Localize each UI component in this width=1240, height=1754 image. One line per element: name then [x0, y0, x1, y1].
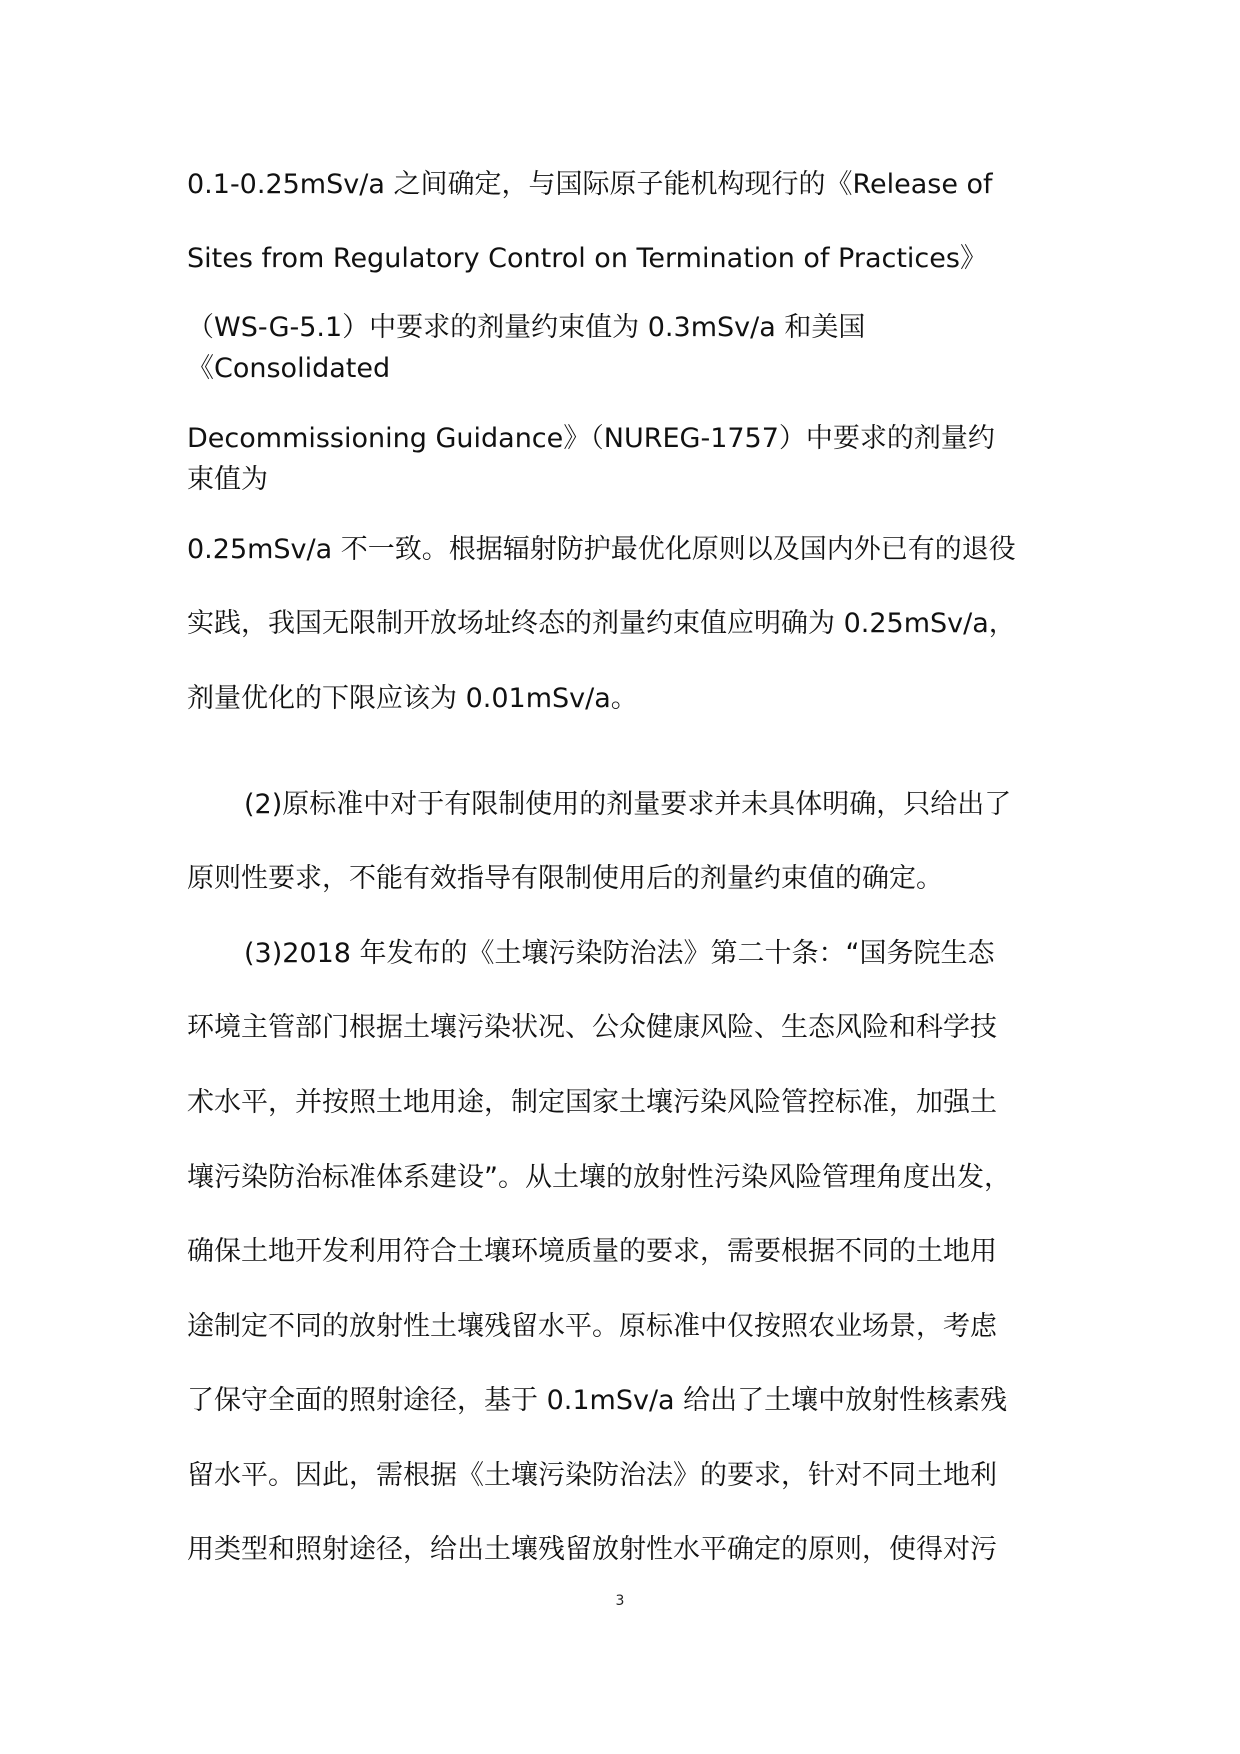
text-line: 0.1-0.25mSv/a 之间确定，与国际原子能机构现行的《Release of [187, 169, 993, 200]
text-line: 0.25mSv/a 不一致。根据辐射防护最优化原则以及国内外已有的退役 [187, 534, 1016, 565]
text-line: (2)原标准中对于有限制使用的剂量要求并未具体明确，只给出了 [244, 789, 1012, 820]
text-line: 了保守全面的照射途径，基于 0.1mSv/a 给出了土壤中放射性核素残 [187, 1385, 1008, 1416]
text-line: 《Consolidated [187, 353, 391, 384]
text-line: 用类型和照射途径，给出土壤残留放射性水平确定的原则，使得对污 [187, 1534, 997, 1565]
text-line: 环境主管部门根据土壤污染状况、公众健康风险、生态风险和科学技 [187, 1012, 997, 1043]
text-line: 原则性要求，不能有效指导有限制使用后的剂量约束值的确定。 [187, 863, 943, 894]
text-line: 实践，我国无限制开放场址终态的剂量约束值应明确为 0.25mSv/a， [187, 608, 1016, 639]
page-number: 3 [615, 1593, 625, 1609]
text-line: 途制定不同的放射性土壤残留水平。原标准中仅按照农业场景，考虑 [187, 1311, 997, 1342]
text-line: 留水平。因此，需根据《土壤污染防治法》的要求，针对不同土地利 [187, 1460, 997, 1491]
text-line: （WS-G-5.1）中要求的剂量约束值为 0.3mSv/a 和美国 [187, 312, 866, 343]
text-line: 术水平，并按照土地用途，制定国家土壤污染风险管控标准，加强土 [187, 1087, 997, 1118]
text-line: (3)2018 年发布的《土壤污染防治法》第二十条：“国务院生态 [244, 938, 995, 969]
text-line: Decommissioning Guidance》（NUREG-1757）中要求的剂量约 [187, 423, 995, 454]
text-line: 剂量优化的下限应该为 0.01mSv/a。 [187, 683, 638, 714]
text-line: Sites from Regulatory Control on Termination of Practices》 [187, 243, 987, 274]
text-line: 壤污染防治标准体系建设”。从土壤的放射性污染风险管理角度出发， [187, 1162, 1011, 1193]
text-line: 束值为 [187, 464, 268, 495]
text-line: 确保土地开发利用符合土壤环境质量的要求，需要根据不同的土地用 [187, 1236, 997, 1267]
